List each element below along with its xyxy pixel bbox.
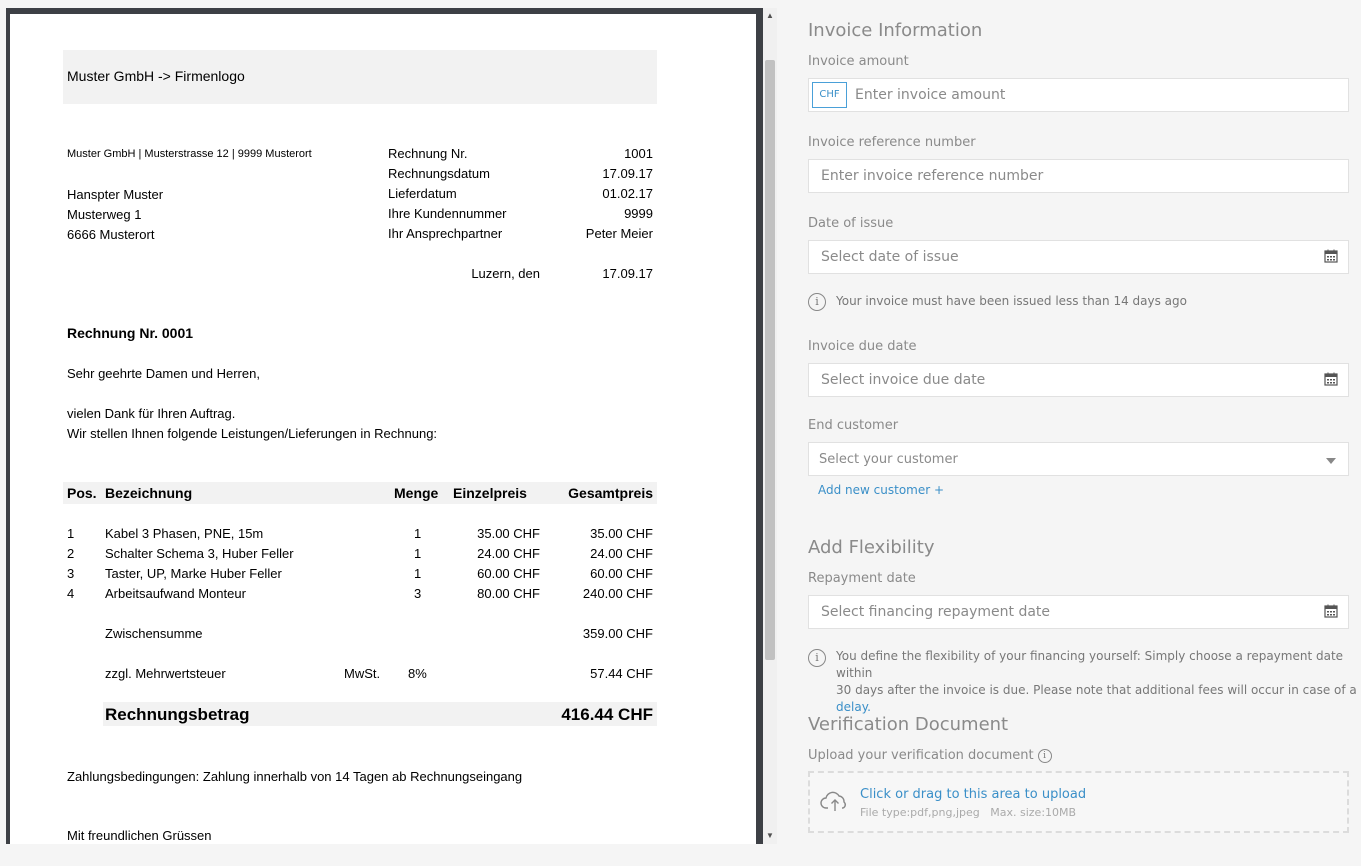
recipient-city: 6666 Musterort — [67, 227, 155, 242]
recipient-name: Hanspter Muster — [67, 187, 164, 202]
upload-label: Upload your verification document — [808, 748, 1034, 763]
col-pos: Pos. — [67, 485, 97, 501]
meta-label: Ihr Ansprechpartner — [388, 226, 503, 241]
vat-value: 57.44 CHF — [590, 666, 653, 681]
row-unit: 35.00 CHF — [477, 526, 540, 541]
chevron-down-icon[interactable] — [1326, 458, 1336, 464]
info-icon: i — [808, 649, 826, 667]
logo-placeholder — [63, 50, 657, 104]
sender-line: Muster GmbH | Musterstrasse 12 | 9999 Musterort — [67, 148, 312, 160]
vat-label: zzgl. Mehrwertsteuer — [105, 666, 226, 681]
verification-title: Verification Document — [808, 714, 1009, 735]
intro-line-1: vielen Dank für Ihren Auftrag. — [67, 406, 236, 421]
place-label: Luzern, den — [471, 266, 540, 281]
upload-dropzone[interactable] — [808, 771, 1349, 833]
upload-instruction: Click or drag to this area to upload — [860, 787, 1087, 802]
meta-label: Ihre Kundennummer — [388, 206, 507, 221]
invoice-heading: Rechnung Nr. 0001 — [67, 325, 194, 341]
col-desc: Bezeichnung — [105, 485, 193, 501]
row-unit: 80.00 CHF — [477, 586, 540, 601]
reference-input[interactable] — [821, 160, 1301, 192]
meta-label: Rechnungsdatum — [388, 166, 490, 181]
meta-value: 01.02.17 — [602, 186, 653, 201]
flexibility-hint-line-2 — [836, 682, 1361, 716]
row-total: 60.00 CHF — [590, 566, 653, 581]
recipient-street: Musterweg 1 — [67, 207, 142, 222]
meta-value: 17.09.17 — [602, 166, 653, 181]
repayment-field — [808, 595, 1349, 629]
row-pos: 3 — [67, 566, 75, 581]
calendar-icon[interactable] — [1324, 249, 1338, 263]
upload-constraints — [860, 806, 1076, 819]
meta-label: Lieferdatum — [388, 186, 457, 201]
row-qty: 1 — [414, 546, 422, 561]
currency-badge[interactable]: CHF — [812, 82, 847, 108]
row-desc: Taster, UP, Marke Huber Feller — [105, 566, 282, 581]
info-icon: i — [808, 293, 826, 311]
salutation: Sehr geehrte Damen und Herren, — [67, 366, 260, 381]
row-pos: 1 — [67, 526, 75, 541]
add-customer-link[interactable]: Add new customer + — [818, 483, 945, 497]
scrollbar-thumb[interactable] — [765, 60, 775, 660]
flexibility-hint-text: 30 days after the invoice is due. Please note that additional fees will occur in case of a — [836, 683, 1357, 697]
logo-text: Muster GmbH -> Firmenlogo — [67, 68, 245, 84]
calendar-icon[interactable] — [1324, 372, 1338, 386]
info-icon: i — [1038, 749, 1052, 763]
cloud-upload-icon — [820, 789, 850, 813]
col-unit: Einzelpreis — [453, 485, 527, 501]
reference-label: Invoice reference number — [808, 135, 976, 150]
row-desc: Schalter Schema 3, Huber Feller — [105, 546, 294, 561]
flexibility-hint-line-1: You define the flexibility of your financing yourself: Simply choose a repayment date within — [836, 649, 1344, 680]
scroll-up-arrow-icon[interactable]: ▲ — [766, 11, 774, 20]
customer-select[interactable] — [808, 442, 1349, 476]
scroll-down-arrow-icon[interactable]: ▼ — [766, 831, 774, 840]
row-total: 240.00 CHF — [582, 586, 653, 601]
invoice-form — [780, 0, 1361, 866]
total-value: 416.44 CHF — [561, 705, 653, 724]
issue-date-label: Date of issue — [808, 216, 894, 231]
meta-label: Rechnung Nr. — [388, 146, 468, 161]
amount-field — [808, 78, 1349, 112]
invoice-info-title: Invoice Information — [808, 20, 983, 41]
intro-line-2: Wir stellen Ihnen folgende Leistungen/Lieferungen in Rechnung: — [67, 426, 438, 441]
col-total: Gesamtpreis — [568, 485, 653, 501]
col-qty: Menge — [394, 485, 439, 501]
document-scrollbar[interactable] — [763, 8, 777, 844]
reference-field — [808, 159, 1349, 193]
row-total: 35.00 CHF — [590, 526, 653, 541]
calendar-icon[interactable] — [1324, 604, 1338, 618]
amount-label: Invoice amount — [808, 54, 909, 69]
row-pos: 2 — [67, 546, 75, 561]
total-label: Rechnungsbetrag — [105, 705, 250, 724]
upload-file-types: File type:pdf,png,jpeg — [860, 806, 980, 819]
amount-input[interactable] — [855, 79, 1335, 111]
row-pos: 4 — [67, 586, 75, 601]
meta-value: 9999 — [624, 206, 653, 221]
repayment-label: Repayment date — [808, 571, 916, 586]
row-total: 24.00 CHF — [590, 546, 653, 561]
meta-value: 1001 — [624, 146, 653, 161]
issue-date-hint: Your invoice must have been issued less than 14 days ago — [836, 294, 1187, 308]
customer-select-value: Select your customer — [819, 452, 958, 467]
customer-label: End customer — [808, 418, 899, 433]
payment-terms: Zahlungsbedingungen: Zahlung innerhalb von 14 Tagen ab Rechnungseingang — [67, 769, 523, 784]
row-desc: Arbeitsaufwand Monteur — [105, 586, 246, 601]
flexibility-hint — [836, 648, 1361, 716]
subtotal-label: Zwischensumme — [105, 626, 203, 641]
invoice-page — [10, 14, 756, 844]
closing-line: Mit freundlichen Grüssen — [67, 828, 212, 843]
issue-date-input[interactable] — [821, 241, 1301, 273]
upload-label-row — [808, 748, 1052, 763]
upload-max-size: Max. size:10MB — [990, 806, 1077, 819]
meta-value: Peter Meier — [585, 226, 653, 241]
place-date: 17.09.17 — [602, 266, 653, 281]
vat-rate: 8% — [408, 666, 427, 681]
delay-link[interactable]: delay. — [836, 700, 871, 714]
subtotal-value: 359.00 CHF — [582, 626, 653, 641]
row-qty: 1 — [414, 566, 422, 581]
flexibility-title: Add Flexibility — [808, 537, 935, 558]
vat-abbr: MwSt. — [344, 666, 381, 681]
due-date-input[interactable] — [821, 364, 1301, 396]
due-date-label: Invoice due date — [808, 339, 917, 354]
row-qty: 3 — [414, 586, 422, 601]
issue-date-field — [808, 240, 1349, 274]
row-qty: 1 — [414, 526, 422, 541]
row-unit: 60.00 CHF — [477, 566, 540, 581]
row-unit: 24.00 CHF — [477, 546, 540, 561]
row-desc: Kabel 3 Phasen, PNE, 15m — [105, 526, 264, 541]
repayment-input[interactable] — [821, 596, 1301, 628]
due-date-field — [808, 363, 1349, 397]
